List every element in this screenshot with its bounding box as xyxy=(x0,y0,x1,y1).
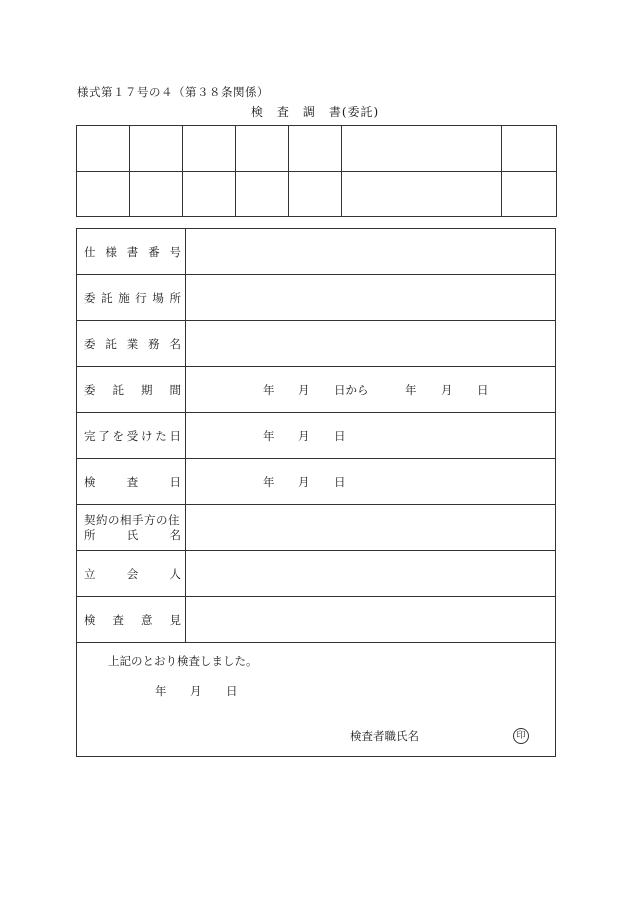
label-completion-date xyxy=(77,413,186,459)
seal-mark: 印 xyxy=(513,728,529,744)
label-text: 仕 様 書 番 号 xyxy=(84,244,181,259)
row-location xyxy=(77,275,556,321)
label-contractor xyxy=(77,505,186,551)
inspection-table xyxy=(76,228,556,643)
period-end-day: 日 xyxy=(477,382,489,397)
row-witness xyxy=(77,551,556,597)
approval-cell[interactable] xyxy=(236,126,289,172)
approval-grid-stamp-row xyxy=(77,171,557,217)
field-location[interactable] xyxy=(186,275,556,321)
period-day-from: 日から xyxy=(334,382,369,397)
document-title: 検 査 調 書(委託) xyxy=(250,105,380,119)
field-witness[interactable] xyxy=(186,551,556,597)
approval-cell[interactable] xyxy=(77,126,130,172)
period-end-year: 年 xyxy=(405,382,417,397)
label-text: 検 査 日 xyxy=(84,474,181,489)
period-end-month: 月 xyxy=(441,382,453,397)
period-month: 月 xyxy=(298,382,310,397)
label-text: 委 託 期 間 xyxy=(84,382,181,397)
approval-cell[interactable] xyxy=(130,126,183,172)
period-year: 年 xyxy=(263,382,275,397)
certification-year: 年 xyxy=(155,684,167,698)
approval-grid xyxy=(76,125,557,217)
approval-cell[interactable] xyxy=(502,126,557,172)
field-completion-date[interactable] xyxy=(186,413,556,459)
form-number: 様式第１７号の４（第３８条関係） xyxy=(77,85,269,99)
label-location xyxy=(77,275,186,321)
approval-cell[interactable] xyxy=(289,126,342,172)
row-completion-date xyxy=(77,413,556,459)
completion-month: 月 xyxy=(298,428,310,443)
certification-month: 月 xyxy=(190,684,202,698)
approval-cell[interactable] xyxy=(289,171,342,217)
row-work-name xyxy=(77,321,556,367)
inspection-year: 年 xyxy=(263,474,275,489)
inspection-day: 日 xyxy=(334,474,346,489)
label-text: 所 氏 名 xyxy=(84,527,181,542)
inspection-month: 月 xyxy=(298,474,310,489)
label-witness xyxy=(77,551,186,597)
field-work-name[interactable] xyxy=(186,321,556,367)
approval-cell[interactable] xyxy=(502,171,557,217)
certification-day: 日 xyxy=(226,684,238,698)
certification-box xyxy=(76,639,556,757)
completion-year: 年 xyxy=(263,428,275,443)
label-text: 完 了 を 受 け た 日 xyxy=(84,428,181,443)
approval-cell[interactable] xyxy=(130,171,183,217)
label-contractor-line1: 契約の相手方の住 xyxy=(84,512,180,527)
row-inspection-date xyxy=(77,459,556,505)
row-opinion xyxy=(77,597,556,643)
approval-cell[interactable] xyxy=(342,126,502,172)
completion-day: 日 xyxy=(334,428,346,443)
row-contractor xyxy=(77,505,556,551)
label-text: 検 査 意 見 xyxy=(84,612,181,627)
inspector-label: 検査者職氏名 xyxy=(350,729,419,743)
approval-cell[interactable] xyxy=(77,171,130,217)
approval-grid-header-row xyxy=(77,126,557,172)
label-text: 立 会 人 xyxy=(84,566,181,581)
approval-cell[interactable] xyxy=(183,171,236,217)
approval-cell[interactable] xyxy=(183,126,236,172)
field-contractor[interactable] xyxy=(186,505,556,551)
row-spec-number xyxy=(77,229,556,275)
approval-cell[interactable] xyxy=(342,171,502,217)
label-text: 委 託 業 務 名 xyxy=(84,336,181,351)
field-period[interactable] xyxy=(186,367,556,413)
label-inspection-date xyxy=(77,459,186,505)
label-opinion xyxy=(77,597,186,643)
field-opinion[interactable] xyxy=(186,597,556,643)
certification-statement: 上記のとおり検査しました。 xyxy=(108,654,258,668)
label-spec-number xyxy=(77,229,186,275)
field-spec-number[interactable] xyxy=(186,229,556,275)
field-inspection-date[interactable] xyxy=(186,459,556,505)
approval-cell[interactable] xyxy=(236,171,289,217)
label-text: 委 託 施 行 場 所 xyxy=(84,290,181,305)
label-period xyxy=(77,367,186,413)
label-work-name xyxy=(77,321,186,367)
row-period xyxy=(77,367,556,413)
